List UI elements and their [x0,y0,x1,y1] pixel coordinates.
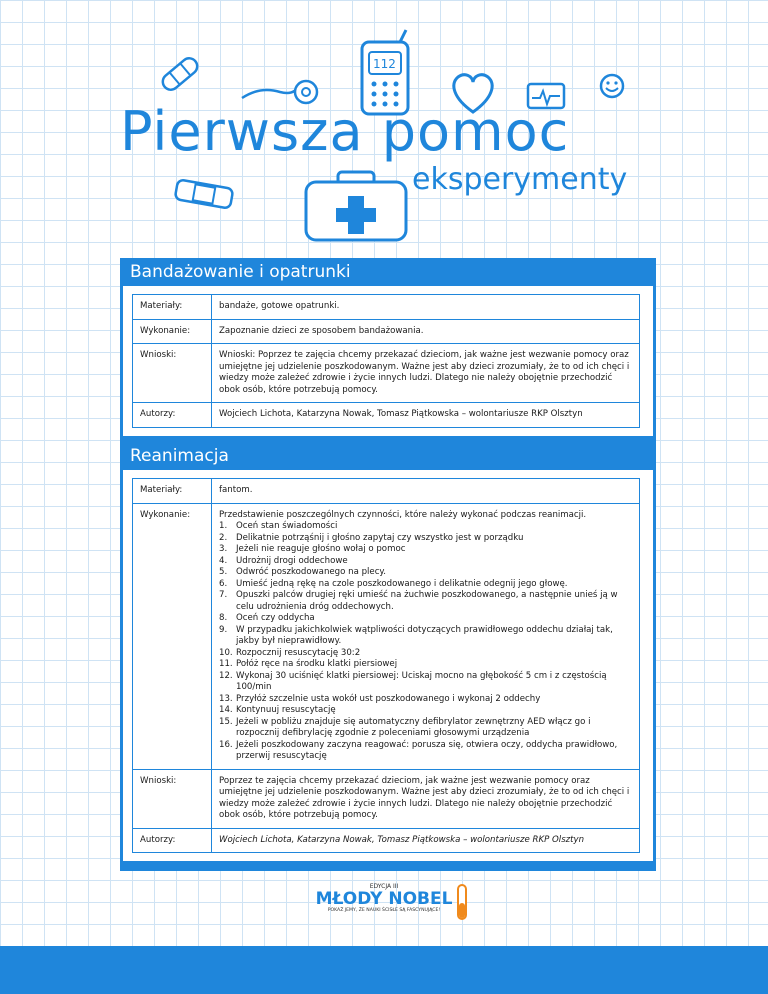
step-text: Odwróć poszkodowanego na plecy. [236,567,387,577]
list-item [219,740,632,763]
svg-text:112: 112 [373,57,396,71]
step-text: Jeżeli w pobliżu znajduje się automatyczny defibrylator zewnętrzny AED włącz go i rozpocznij defibrylację zgodnie z poleceniami głosowymi urządzenia [236,716,591,738]
plaster-icon [172,176,236,212]
list-item [219,590,632,613]
list-item [219,544,632,556]
row-label: Materiały: [133,295,212,320]
row-value: fantom. [212,479,640,504]
step-number: 2. [219,532,228,543]
logo-edition: EDYCJA III [369,883,399,890]
list-item [219,556,632,568]
logo-name: MŁODY NOBEL [315,889,453,909]
step-text: Wykonaj 30 uciśnięć klatki piersiowej: Uciskaj mocno na głębokość 5 cm i z częstością 100/min [236,670,607,692]
list-item [219,567,632,579]
step-number: 15. [219,716,233,727]
step-number: 3. [219,544,228,554]
step-number: 11. [219,659,233,669]
bandaging-table [132,294,640,428]
smiley-icon [598,72,626,100]
first-aid-kit-icon [302,170,410,244]
step-text: Oceń czy oddycha [236,613,315,623]
table-row [133,295,640,320]
step-number: 13. [219,693,233,704]
steps-list [219,521,632,763]
page-title: Pierwsza pomoc [120,100,570,163]
row-value: Wojciech Lichota, Katarzyna Nowak, Tomasz Piątkowska – wolontariusze RKP Olsztyn [212,828,640,853]
step-text: Jeżeli nie reaguje głośno wołaj o pomoc [236,544,406,554]
step-number: 7. [219,590,228,600]
row-label: Wnioski: [133,769,212,828]
step-text: Przyłóż szczelnie usta wokół ust poszkodowanego i wykonaj 2 oddechy [236,693,541,704]
header [0,0,768,240]
row-label: Wykonanie: [133,319,212,344]
row-value: Wojciech Lichota, Katarzyna Nowak, Tomasz Piątkowska – wolontariusze RKP Olsztyn [212,403,640,428]
mlody-nobel-logo [308,883,460,931]
table-row [133,769,640,828]
bandage-icon [156,52,204,96]
table-row [133,479,640,504]
row-label: Materiały: [133,479,212,504]
list-item [219,613,632,625]
step-text: Jeżeli poszkodowany zaczyna reagować: porusza się, otwiera oczy, oddycha prawidłowo, przerwij resuscytację [236,739,618,761]
step-number: 5. [219,567,228,577]
list-item [219,705,632,717]
row-label: Wnioski: [133,344,212,403]
list-item [219,671,632,694]
list-item [219,659,632,671]
step-text: Połóż ręce na środku klatki piersiowej [236,659,398,669]
row-label: Wykonanie: [133,503,212,769]
table-row [133,828,640,853]
row-value [212,503,640,769]
step-number: 12. [219,670,233,681]
execution-intro: Przedstawienie poszczególnych czynności, które należy wykonać podczas reanimacji. [219,509,587,520]
table-row [133,344,640,403]
resuscitation-table [132,478,640,853]
row-value: Poprzez te zajęcia chcemy przekazać dzieciom, jak ważne jest wezwanie pomocy oraz umiejętne jej udzielenie poszkodowanym. Ważne jest aby dzieci zrozumiały, że to od ich chęci i wiedzy może zależeć zdrowie i życie innych ludzi. Dlatego nie należy obojętnie przechodzić obok osób, które potrzebują pomocy. [212,769,640,828]
step-number: 4. [219,555,228,566]
step-number: 10. [219,647,233,658]
table-row [133,319,640,344]
section-footer-bar [120,861,656,871]
section-bandaging [120,258,656,446]
section-title: Bandażowanie i opatrunki [120,258,656,286]
logo-tagline: POKAŻ JEMY, ŻE NAUKI ŚCISŁE SĄ FASCYNUJĄCE! [327,908,441,913]
section-resuscitation [120,442,656,871]
list-item [219,694,632,706]
row-value: bandaże, gotowe opatrunki. [212,295,640,320]
step-number: 8. [219,613,228,623]
step-text: Udrożnij drogi oddechowe [236,555,348,566]
row-label: Autorzy: [133,403,212,428]
row-label: Autorzy: [133,828,212,853]
test-tube-icon [456,883,468,923]
step-text: Rozpocznij resuscytację 30:2 [236,647,361,658]
table-row [133,403,640,428]
step-text: Oceń stan świadomości [236,521,338,531]
list-item [219,717,632,740]
list-item [219,533,632,545]
section-title: Reanimacja [120,442,656,470]
page-subtitle: eksperymenty [412,162,628,197]
step-number: 1. [219,521,228,531]
step-text: Umieść jedną rękę na czole poszkodowanego i delikatnie odegnij jego głowę. [236,578,568,589]
step-text: W przypadku jakichkolwiek wątpliwości dotyczących prawidłowego oddechu działaj tak, jakby był nieprawidłowy. [236,624,613,646]
list-item [219,521,632,533]
list-item [219,625,632,648]
step-number: 14. [219,705,233,715]
list-item [219,579,632,591]
step-number: 9. [219,624,228,635]
step-number: 6. [219,578,228,589]
table-row [133,503,640,769]
step-text: Opuszki palców drugiej ręki umieść na żuchwie poszkodowanego, a następnie unieś ją w celu udrożnienia dróg oddechowych. [236,590,618,612]
row-value: Wnioski: Poprzez te zajęcia chcemy przekazać dzieciom, jak ważne jest wezwanie pomocy oraz umiejętne jej udzielenie poszkodowanym. Ważne jest aby dzieci zrozumiały, że to od ich chęci i wiedzy może zależeć zdrowie i życie innych ludzi. Dlatego nie należy obojętnie przechodzić obok osób, które potrzebują pomocy. [212,344,640,403]
list-item [219,648,632,660]
row-value: Zapoznanie dzieci ze sposobem bandażowania. [212,319,640,344]
step-text: Kontynuuj resuscytację [236,705,336,715]
footer-bar [0,946,768,994]
step-number: 16. [219,739,233,750]
step-text: Delikatnie potrząśnij i głośno zapytaj czy wszystko jest w porządku [236,532,524,543]
